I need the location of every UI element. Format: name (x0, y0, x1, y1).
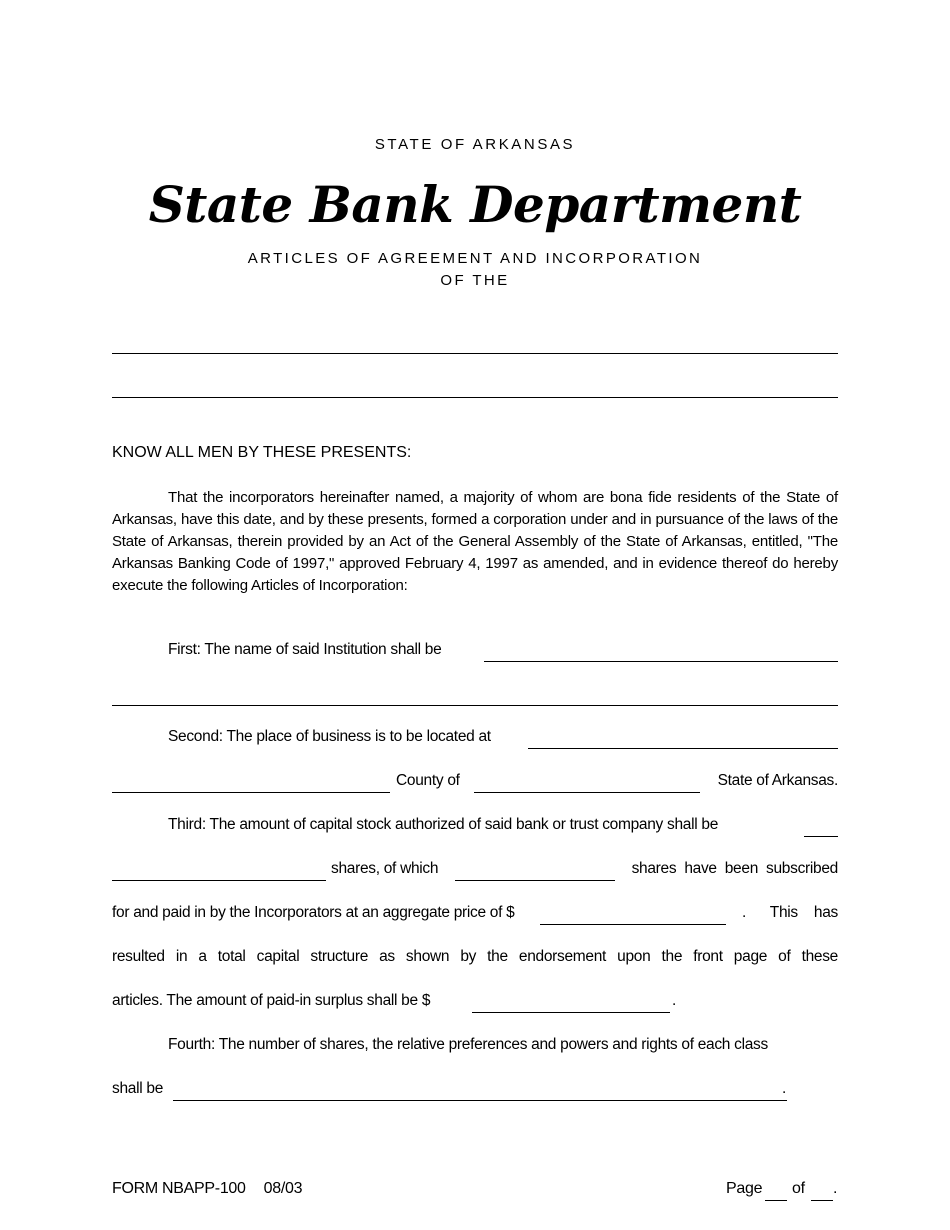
first-article-label: First: The name of said Institution shall be (168, 641, 442, 658)
page-period: . (833, 1180, 838, 1197)
paid-in-label: for and paid in by the Incorporators at an aggregate price of $ (112, 904, 515, 921)
institution-name-continuation-line[interactable] (112, 705, 838, 706)
institution-name-line-2[interactable] (112, 397, 838, 398)
state-of-arkansas-label: State of Arkansas. (717, 772, 838, 789)
resulted-line: resulted in a total capital structure as shown by the endorsement upon the front page of these (112, 948, 838, 965)
page-total-field[interactable] (811, 1200, 833, 1201)
shares-line (112, 860, 838, 882)
this-has-label: . This has (742, 904, 838, 921)
paid-in-line (112, 904, 838, 926)
page-number-field[interactable] (765, 1200, 787, 1201)
authorized-capital-field-start[interactable] (804, 836, 838, 837)
paid-in-surplus-field[interactable] (472, 1012, 670, 1013)
page-number (726, 1180, 838, 1204)
intro-paragraph: That the incorporators hereinafter named, a majority of whom are bona fide residents of the State of Arkansas, have this date, and by these presents, formed a corporation under and in pursuance of the laws of the State of Arkansas, therein provided by an Act of the General Assembly of the State of Arkansas, entitled, "The Arkansas Banking Code of 1997," approved February 4, 1997 as amended, and in evidence thereof do hereby execute the following Articles of Incorporation: (112, 489, 838, 594)
first-article-line (112, 641, 838, 663)
city-field[interactable] (112, 792, 390, 793)
second-article-label: Second: The place of business is to be located at (168, 728, 491, 745)
third-article-label: Third: The amount of capital stock authorized of said bank or trust company shall be (168, 816, 719, 833)
shall-be-line (112, 1080, 838, 1102)
know-all-men-heading: KNOW ALL MEN BY THESE PRESENTS: (112, 444, 412, 461)
subscribed-shares-field[interactable] (455, 880, 615, 881)
form-number (112, 1180, 302, 1198)
shall-be-label: shall be (112, 1080, 164, 1097)
articles-heading (0, 248, 950, 292)
county-of-label: County of (396, 772, 460, 789)
share-classes-field[interactable] (173, 1100, 787, 1101)
place-of-business-field[interactable] (528, 748, 838, 749)
fourth-article-label: Fourth: The number of shares, the relative preferences and powers and rights of each class (168, 1036, 768, 1053)
institution-name-line-1[interactable] (112, 353, 838, 354)
page-label: Page (726, 1180, 763, 1197)
department-title: State Bank Department (148, 175, 802, 234)
surplus-period: . (672, 992, 677, 1009)
county-field[interactable] (474, 792, 700, 793)
authorized-shares-field[interactable] (112, 880, 326, 881)
fourth-article-line (112, 1036, 838, 1058)
form-id: FORM NBAPP-100 (112, 1180, 246, 1197)
form-date: 08/03 (263, 1180, 303, 1197)
institution-name-field[interactable] (484, 661, 838, 662)
surplus-line (112, 992, 838, 1014)
third-article-line (112, 816, 838, 838)
aggregate-price-field[interactable] (540, 924, 726, 925)
shall-be-period: . (782, 1080, 787, 1097)
shares-subscribed-label: shares have been subscribed (631, 860, 838, 877)
county-line (112, 772, 838, 794)
shares-of-which-label: shares, of which (331, 860, 439, 877)
articles-heading-line1: ARTICLES OF AGREEMENT AND INCORPORATION (247, 250, 703, 267)
surplus-label: articles. The amount of paid-in surplus shall be $ (112, 992, 431, 1009)
articles-heading-line2: OF THE (440, 272, 510, 289)
state-heading: STATE OF ARKANSAS (374, 136, 576, 153)
of-label: of (792, 1180, 805, 1197)
second-article-line (112, 728, 838, 750)
